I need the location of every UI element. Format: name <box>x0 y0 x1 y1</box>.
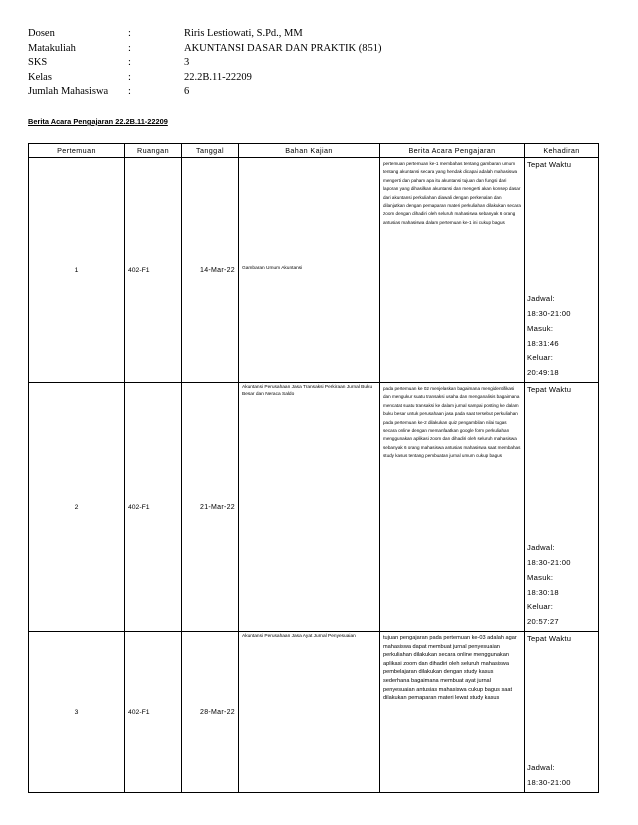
attendance-times <box>527 292 571 381</box>
schedule-label: Jadwal: <box>527 763 555 773</box>
attendance <box>525 632 599 793</box>
checkin-label: Masuk: <box>527 572 554 582</box>
meeting-number: 2 <box>29 383 125 632</box>
info-colon: : <box>128 86 131 98</box>
checkout-label: Keluar: <box>527 353 554 363</box>
attendance-status: Tepat Waktu <box>527 160 572 169</box>
checkout-label: Keluar: <box>527 602 554 612</box>
report-text: pada pertemuan ke 02 menjelaskan bagaimana mengidentifikasi dan mengukur suatu transaksi usaha dan menganalisis bagaimana mencatat suatu transaksi ke dalam jurnal sampai posting ke dalam buku besar untuk perusahaan jasa pada saat tersebut perkuliahan pada pertemuan ke-2 dilakukan quiz pengambilan nilai tugas secara online dengan memanfaatkan google form perkuliahan menggunakan aplikasi zoom dan dihadiri oleh seluruh mahasiswa sebanyak 6 orang mahasiswa antusias mahasiswa saat membahas study kasus tentang pembuatan jurnal umum cukup bagus <box>380 383 525 632</box>
date: 21-Mar-22 <box>182 383 239 632</box>
schedule-value: 18:30-21:00 <box>527 309 571 319</box>
header-report: Berita Acara Pengajaran <box>380 144 525 158</box>
info-colon: : <box>128 57 131 69</box>
info-value: 3 <box>184 57 190 69</box>
meeting-number: 1 <box>29 158 125 383</box>
attendance <box>525 158 599 383</box>
report-text: pertemuan pertemuan ke-1 membahas tentang gambaran umum tentang akuntansi secara yang hendak dicapai adalah mahasiswa mengerti dan paham apa itu akuntansi tujuan dan fungsi dari laporan yang dihasilkan akuntansi dan mengerti akan konsep dasar dari akuntansi perkuliahan diawali dengan perkenalan dan dilanjutkan dengan pemaparan materi perkuliahan dilakukan secara zoom dengan dihadiri oleh seluruh mahasiswa sebanyak 6 orang antusias mahasiswa dalam pertemuan ke-1 ini cukup bagus <box>380 158 525 383</box>
header-room: Ruangan <box>125 144 182 158</box>
info-label: Jumlah Mahasiswa <box>28 86 109 98</box>
room: 402-F1 <box>125 383 182 632</box>
info-value: Riris Lestiowati, S.Pd., MM <box>184 28 303 39</box>
info-label: Kelas <box>28 71 52 83</box>
table-row <box>29 383 599 632</box>
checkout-value: 20:49:18 <box>527 368 559 378</box>
topic: Gambaran Umum Akuntansi <box>239 158 380 383</box>
schedule-label: Jadwal: <box>527 543 555 553</box>
schedule-label: Jadwal: <box>527 294 555 304</box>
table-header-row <box>29 144 599 158</box>
header-meeting: Pertemuan <box>29 144 125 158</box>
info-label: Matakuliah <box>28 42 76 54</box>
attendance-times <box>527 541 571 630</box>
date: 14-Mar-22 <box>182 158 239 383</box>
attendance-times <box>527 761 571 791</box>
section-heading: Berita Acara Pengajaran 22.2B.11-22209 <box>28 117 168 126</box>
info-value: AKUNTANSI DASAR DAN PRAKTIK (851) <box>184 42 382 54</box>
header-date: Tanggal <box>182 144 239 158</box>
teaching-report-table <box>28 143 599 793</box>
attendance <box>525 383 599 632</box>
checkin-value: 18:30:18 <box>527 587 559 597</box>
table-row <box>29 632 599 793</box>
attendance-status: Tepat Waktu <box>527 385 572 394</box>
schedule-value: 18:30-21:00 <box>527 778 571 788</box>
header-attendance: Kehadiran <box>525 144 599 158</box>
room: 402-F1 <box>125 158 182 383</box>
date: 28-Mar-22 <box>182 632 239 793</box>
checkin-value: 18:31:46 <box>527 338 559 348</box>
checkout-value: 20:57:27 <box>527 617 559 627</box>
schedule-value: 18:30-21:00 <box>527 558 571 568</box>
table-row <box>29 158 599 383</box>
attendance-status: Tepat Waktu <box>527 634 572 643</box>
info-label: Dosen <box>28 28 55 39</box>
info-value: 22.2B.11-22209 <box>184 71 252 83</box>
room: 402-F1 <box>125 632 182 793</box>
meeting-number: 3 <box>29 632 125 793</box>
topic: Akuntansi Perusahaan Jasa Ayat Jurnal Penyesuaian <box>239 632 380 793</box>
checkin-label: Masuk: <box>527 323 554 333</box>
topic: Akuntansi Perusahaan Jasa Transaksi Perkiraan Jurnal Buku Besar dan Neraca Saldo <box>239 383 380 632</box>
report-text: tujuan pengajaran pada pertemuan ke-03 adalah agar mahasiswa dapat membuat jurnal penyesuaian perkuliahan dilakukan secara online menggunakan aplikasi zoom dan dihadiri oleh seluruh mahasiswa pembelajaran dilakukan dengan study kasus sederhana bagaimana membuat ayat jurnal penyesuaian antusias mahasiswa cukup bagus saat dilakukan pemaparan materi lewat study kasus <box>380 632 525 793</box>
info-colon: : <box>128 28 131 39</box>
info-value: 6 <box>184 86 190 98</box>
info-label: SKS <box>28 57 48 69</box>
info-colon: : <box>128 42 131 54</box>
header-topic: Bahan Kajian <box>239 144 380 158</box>
info-colon: : <box>128 71 131 83</box>
